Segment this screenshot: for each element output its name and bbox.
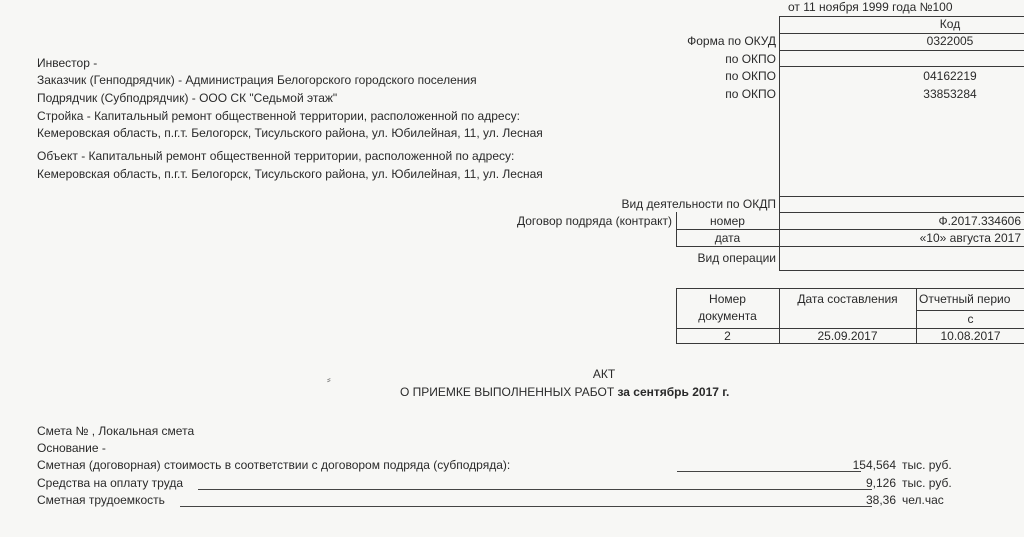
cost-unit: тыс. руб. [902,458,952,472]
wages-value: 9,126 [865,476,896,490]
labor-unit: чел.час [902,493,944,507]
divider [779,196,1024,197]
act-subtitle [400,385,729,399]
okud-label: Форма по ОКУД [687,34,776,48]
contract-date-value: «10» августа 2017 [919,231,1021,245]
object-line-1: Объект - Капитальный ремонт общественной территории, расположенной по адресу: [37,149,515,163]
period-from-header: с [967,312,974,326]
investor-line: Инвестор - [37,56,98,70]
okpo-label-1: по ОКПО [725,52,776,66]
act-title: АКТ [592,367,616,381]
contract-number-value: Ф.2017.334606 [938,214,1021,228]
okud-code: 0322005 [926,34,974,48]
basis-line: Основание - [37,441,106,455]
act-subtitle-prefix: О ПРИЕМКЕ ВЫПОЛНЕННЫХ РАБОТ [400,385,618,399]
cost-label: Сметная (договорная) стоимость в соответствии с договором подряда (субподряда): [37,458,511,472]
operation-label: Вид операции [697,251,776,265]
okdp-label: Вид деятельности по ОКДП [621,197,776,211]
customer-line: Заказчик (Генподрядчик) - Администрация Белогорского городского поселения [37,73,477,87]
construction-line-1: Стройка - Капитальный ремонт общественной территории, расположенной по адресу: [37,109,520,123]
divider [779,212,1024,213]
act-period: за сентябрь 2017 г. [617,385,730,399]
cost-value: 154,564 [852,458,896,472]
wages-unit: тыс. руб. [902,476,952,490]
labor-label: Сметная трудоемкость [37,493,165,507]
wages-label: Средства на оплату труда [37,476,183,490]
okpo-label-3: по ОКПО [725,87,776,101]
contract-date-label: дата [714,231,741,245]
labor-underline [180,506,872,507]
divider [916,310,1024,311]
approval-line: от 11 ноября 1999 года №100 [788,0,953,14]
okpo-code-3: 33853284 [923,87,977,101]
period-header: Отчетный перио [919,292,1011,306]
smeta-line: Смета № , Локальная смета [37,424,195,438]
code-header: Код [939,17,961,31]
wages-underline [198,489,872,490]
okpo-code-2: 04162219 [923,69,977,83]
doc-number-header-1: Номер [709,292,746,306]
doc-number-header-2: документа [698,309,757,323]
doc-date-header: Дата составления [797,292,898,306]
contract-number-label: номер [710,214,745,228]
divider [676,246,1024,247]
contractor-line: Подрядчик (Субподрядчик) - ООО СК "Седьмой этаж" [37,91,338,105]
doc-date-value: 25.09.2017 [817,329,878,343]
okpo-label-2: по ОКПО [725,69,776,83]
contract-label: Договор подряда (контракт) [516,214,672,228]
divider [676,229,1024,230]
object-line-2: Кемеровская область, п.г.т. Белогорск, Тисульского района, ул. Юбилейная, 11, ул. Лесная [37,167,543,181]
doc-number-value: 2 [724,329,731,343]
scan-mark: ⸗ [327,374,331,386]
period-from-value: 10.08.2017 [940,329,1001,343]
construction-line-2: Кемеровская область, п.г.т. Белогорск, Тисульского района, ул. Юбилейная, 11, ул. Лесная [37,126,543,140]
divider [779,50,1024,51]
divider [779,66,1024,67]
labor-value: 38,36 [865,493,896,507]
